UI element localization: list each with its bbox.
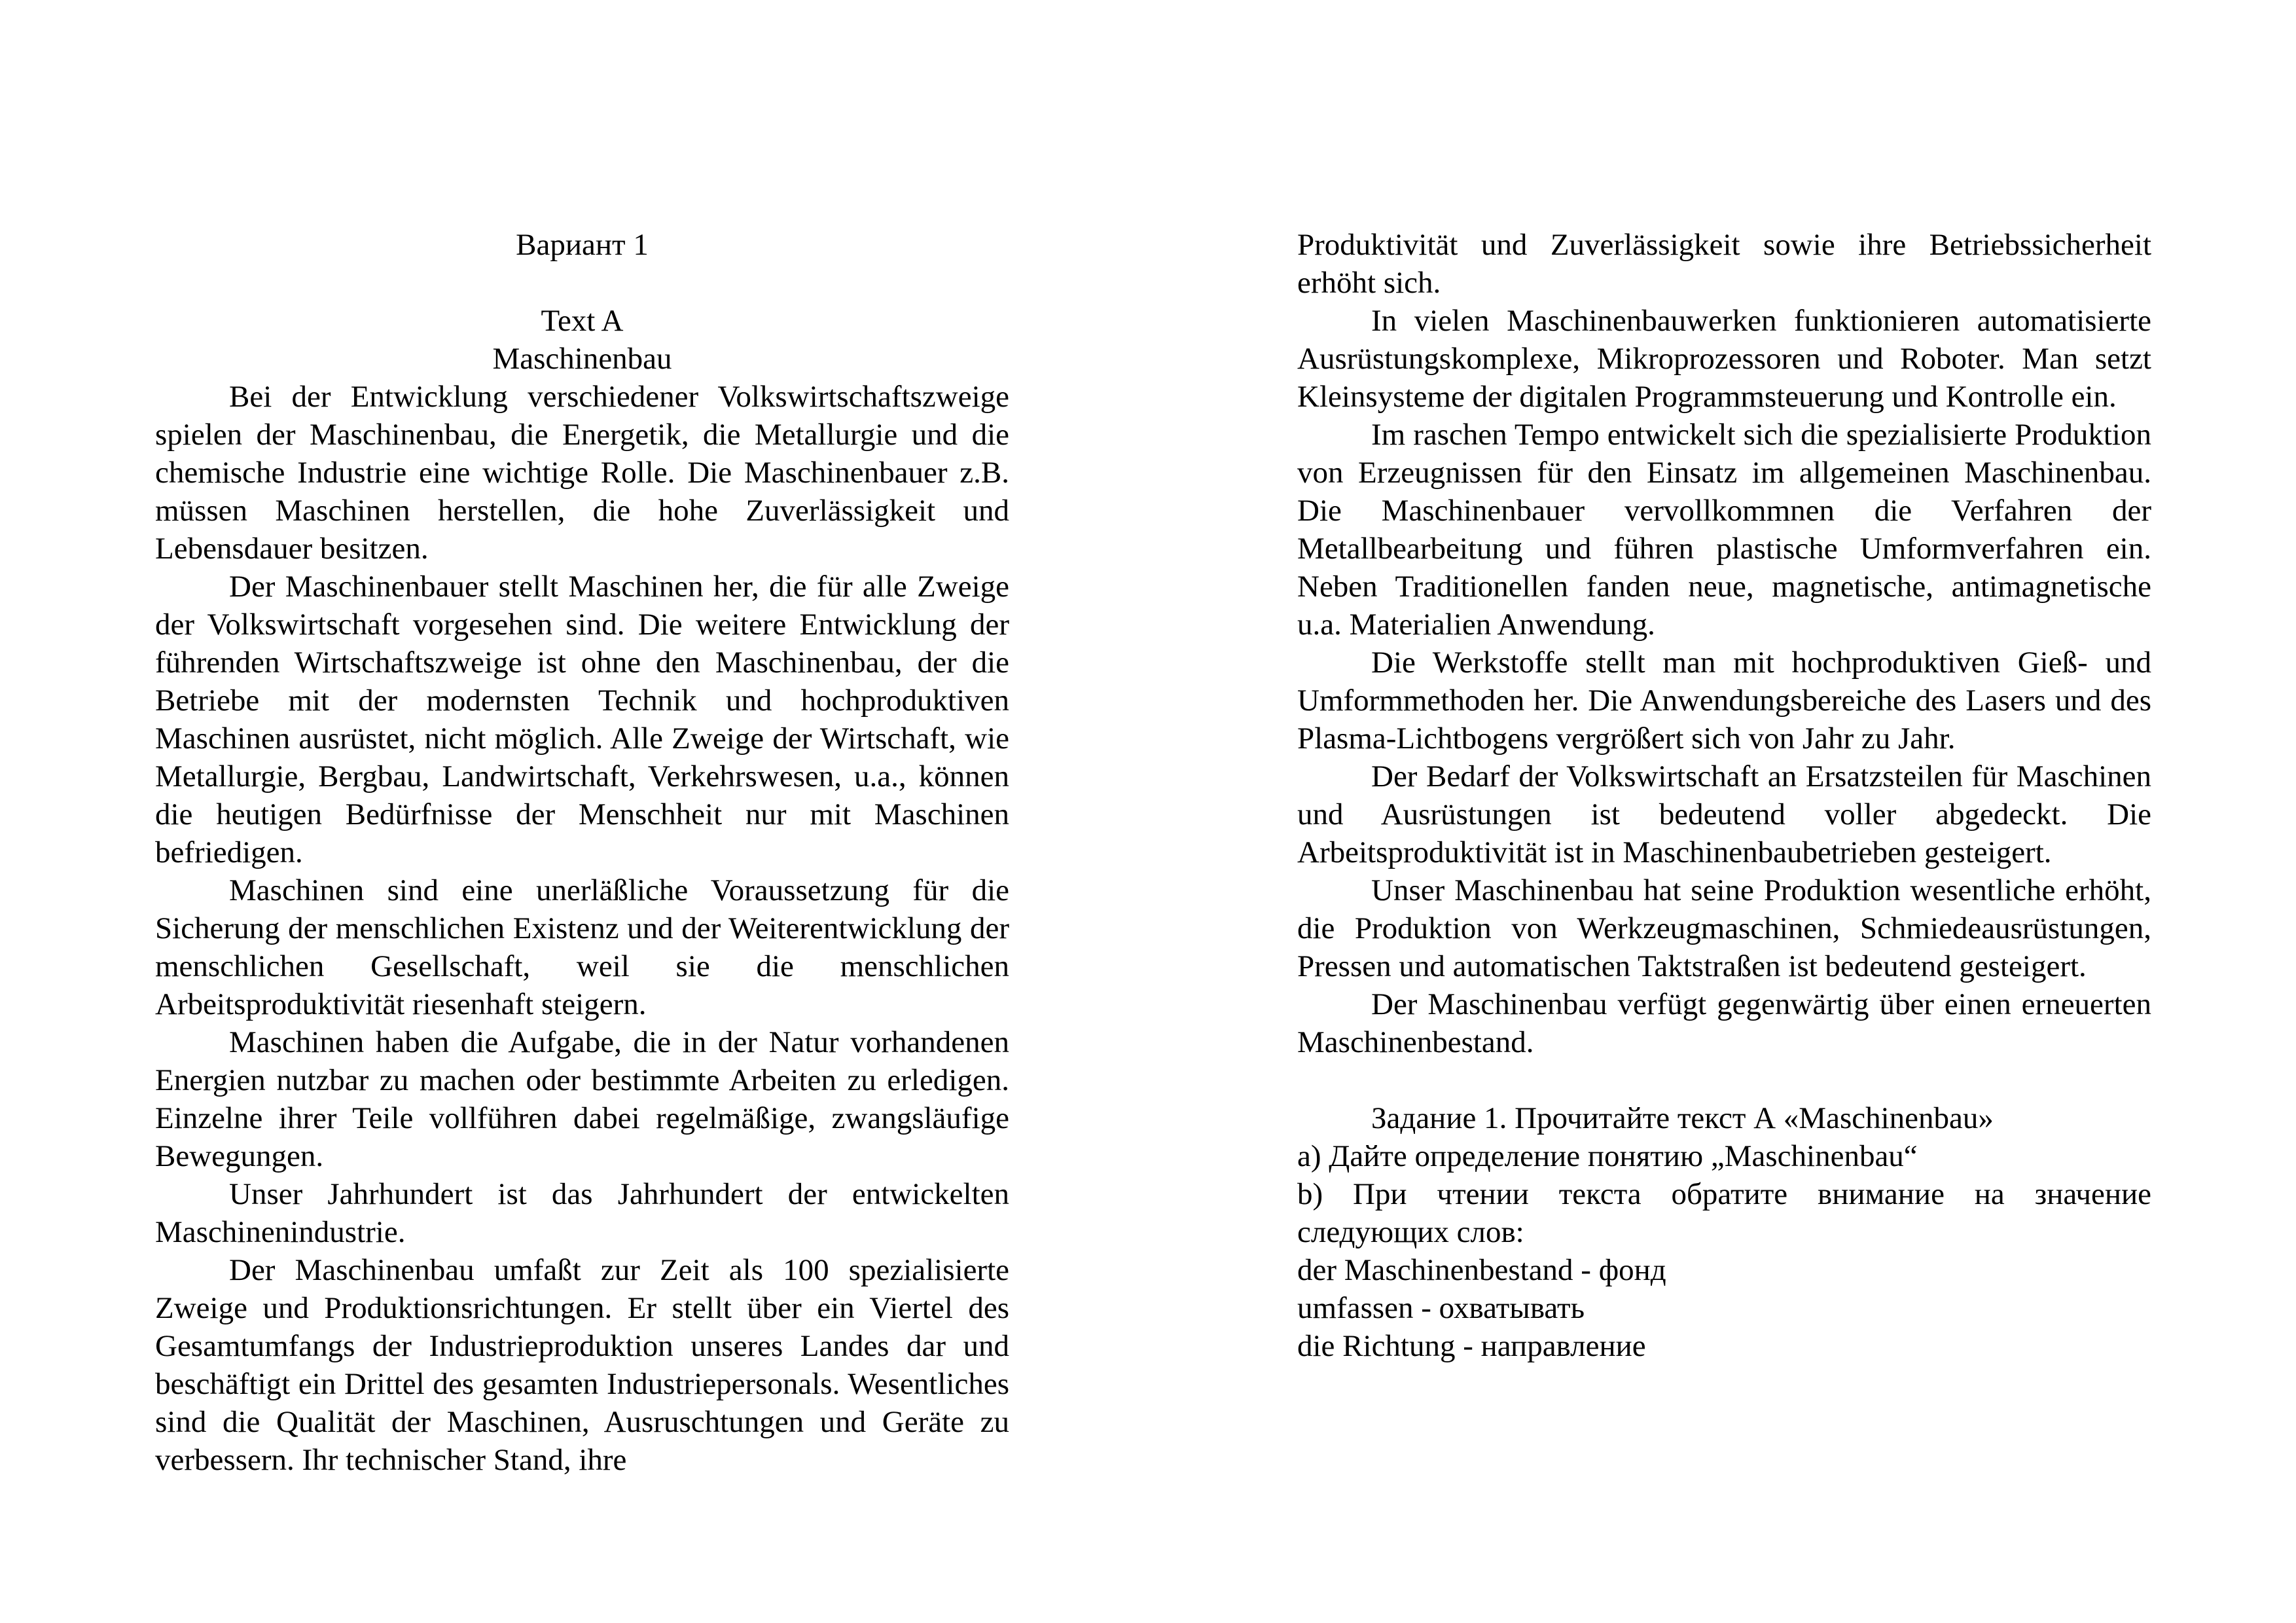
text-label: Text A <box>541 304 624 338</box>
task-heading: Задание 1. Прочитайте текст А «Maschinenbau» <box>1371 1101 1994 1135</box>
paragraph: Bei der Entwicklung verschiedener Volkswirtschaftszweige spielen der Maschinenbau, die Energetik, die Metallurgie und die chemische Industrie eine wichtige Rolle. Die Maschinenbauer z.B. müssen Maschinen herstellen, die hohe Zuverlässigkeit und Lebensdauer besitzen. <box>155 380 1009 566</box>
vocabulary-entry: der Maschinenbestand - фонд <box>1297 1253 1666 1287</box>
paragraph: Im raschen Tempo entwickelt sich die spezialisierte Produktion von Erzeugnissen für den Einsatz im allgemeinen Maschinenbau. Die Maschinenbauer vervollkommnen die Verfahren der Metallbearbeitung und führen plastische Umformverfahren ein. Neben Traditionellen fanden neue, magnetische, antimagnetische u.a. Materialien Anwendung. <box>1297 418 2151 642</box>
variant-heading: Вариант 1 <box>516 228 649 262</box>
paragraph: Der Maschinenbau verfügt gegenwärtig über einen erneuerten Maschinenbestand. <box>1297 987 2151 1059</box>
paragraph: Unser Jahrhundert ist das Jahrhundert der entwickelten Maschinenindustrie. <box>155 1177 1009 1249</box>
paragraph: Die Werkstoffe stellt man mit hochproduktiven Gieß- und Umformmethoden her. Die Anwendungsbereiche des Lasers und des Plasma-Lichtbogens vergrößert sich von Jahr zu Jahr. <box>1297 646 2151 756</box>
paragraph: Der Bedarf der Volkswirtschaft an Ersatzsteilen für Maschinen und Ausrüstungen ist bedeutend voller abgedeckt. Die Arbeitsproduktivität ist in Maschinenbaubetrieben gesteigert. <box>1297 759 2151 869</box>
paragraph-continuation: Produktivität und Zuverlässigkeit sowie ihre Betriebssicherheit erhöht sich. <box>1297 228 2151 300</box>
task-block <box>1297 1099 2151 1365</box>
right-page <box>1297 226 2151 1365</box>
paragraph: Der Maschinenbauer stellt Maschinen her, die für alle Zweige der Volkswirtschaft vorgesehen sind. Die weitere Entwicklung der führenden Wirtschaftszweige ist ohne den Maschinenbau, der die Betriebe mit der modernsten Technik und hochproduktiven Maschinen ausrüstet, nicht möglich. Alle Zweige der Wirtschaft, wie Metallurgie, Bergbau, Landwirtschaft, Verkehrswesen, u.a., können die heutigen Bedürfnisse der Menschheit nur mit Maschinen befriedigen. <box>155 570 1009 869</box>
paragraph: Unser Maschinenbau hat seine Produktion wesentliche erhöht, die Produktion von Werkzeugmaschinen, Schmiedeausrüstungen, Pressen und automatischen Taktstraßen ist bedeutend gesteigert. <box>1297 873 2151 983</box>
task-item-a: а) Дайте определение понятию „Maschinenbau“ <box>1297 1139 1918 1173</box>
paragraph: Maschinen haben die Aufgabe, die in der Natur vorhandenen Energien nutzbar zu machen oder bestimmte Arbeiten zu erledigen. Einzelne ihrer Teile vollführen dabei regelmäßige, zwangsläufige Bewegungen. <box>155 1025 1009 1173</box>
left-page <box>155 226 1009 1479</box>
paragraph: Maschinen sind eine unerläßliche Voraussetzung für die Sicherung der menschlichen Existenz und der Weiterentwicklung der menschlichen Gesellschaft, weil sie die menschlichen Arbeitsproduktivität riesenhaft steigern. <box>155 873 1009 1021</box>
paragraph: In vielen Maschinenbauwerken funktionieren automatisierte Ausrüstungskomplexe, Mikroprozessoren und Roboter. Man setzt Kleinsysteme der digitalen Programmsteuerung und Kontrolle ein. <box>1297 304 2151 414</box>
paragraph: Der Maschinenbau umfaßt zur Zeit als 100 spezialisierte Zweige und Produktionsrichtungen. Er stellt über ein Viertel des Gesamtumfangs der Industrieproduktion unseres Landes dar und beschäftigt ein Drittel des gesamten Industriepersonals. Wesentliches sind die Qualität der Maschinen, Ausruschtungen und Geräte zu verbessern. Ihr technischer Stand, ihre <box>155 1253 1009 1477</box>
task-item-b: b) При чтении текста обратите внимание на значение следующих слов: <box>1297 1177 2151 1249</box>
text-title: Maschinenbau <box>492 342 672 376</box>
vocabulary-entry: umfassen - охватывать <box>1297 1291 1585 1325</box>
vocabulary-entry: die Richtung - направление <box>1297 1329 1646 1363</box>
